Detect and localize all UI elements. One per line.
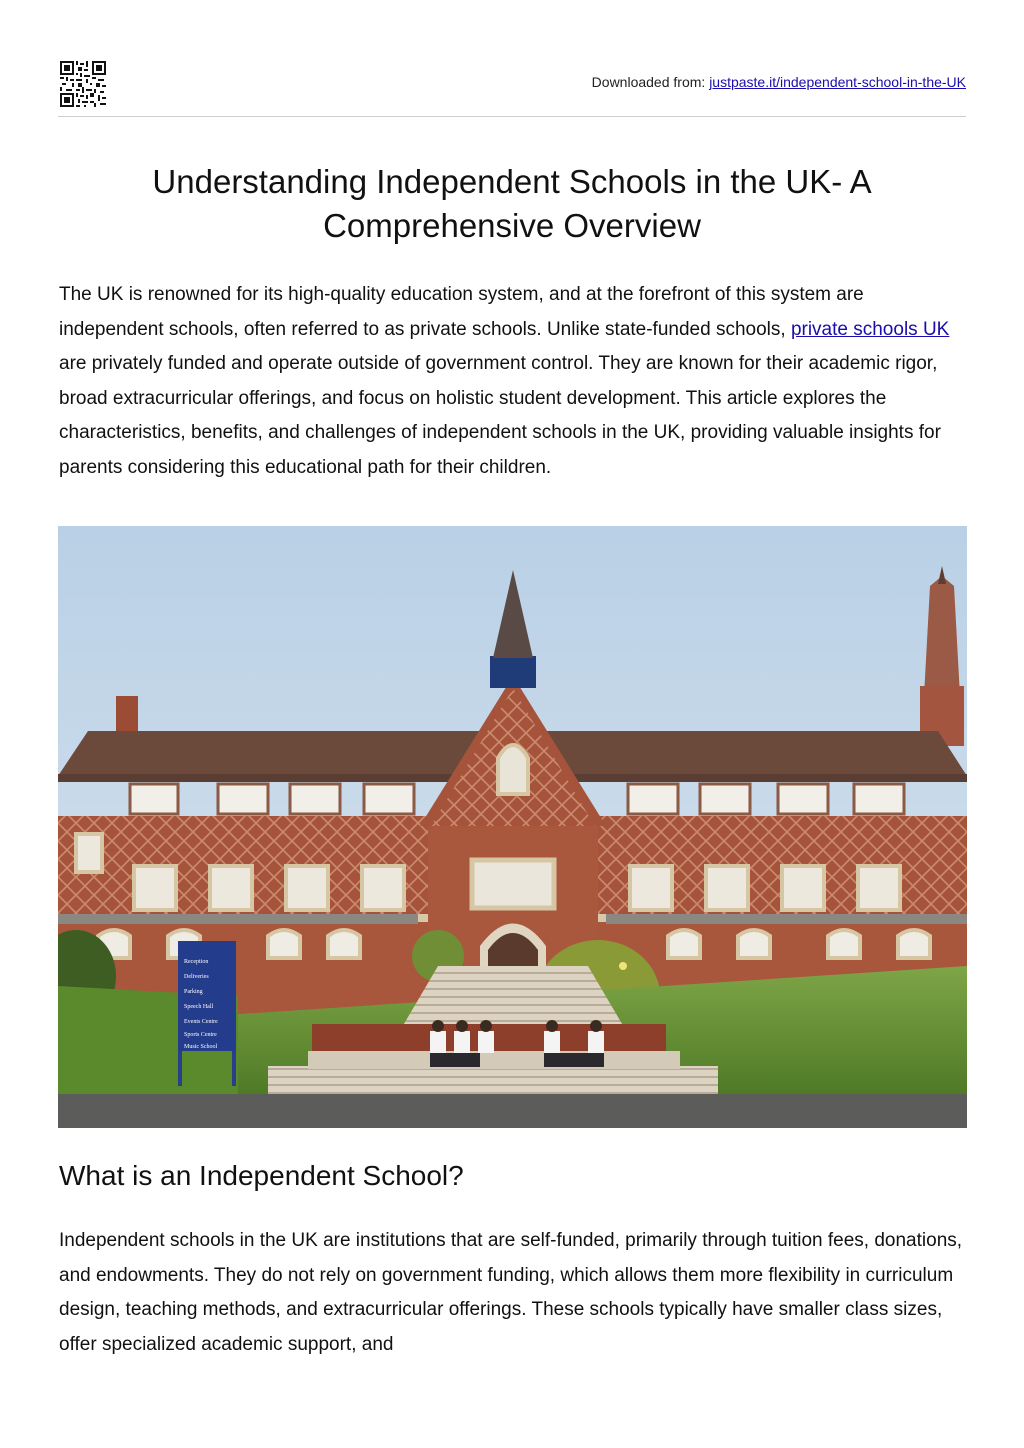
intro-paragraph: [59, 278, 969, 485]
downloaded-label: Downloaded from:: [591, 74, 706, 90]
school-building-photo: [58, 526, 967, 1128]
source-link[interactable]: justpaste.it/independent-school-in-the-UK: [709, 74, 966, 90]
signpost-label: Speech Hall: [184, 1004, 214, 1010]
private-schools-link[interactable]: private schools UK: [790, 318, 950, 340]
signpost-label: Parking: [184, 989, 203, 995]
header-divider: [58, 116, 966, 117]
signpost-label: Deliveries: [184, 974, 209, 980]
signpost-label: Events Centre: [184, 1019, 218, 1025]
signpost-label: Sports Centre: [184, 1032, 217, 1038]
intro-text-start: The UK is renowned for its high-quality education system, and at the forefront of this system are independent schools, often referred to as private schools. Unlike state-funded schools,: [59, 284, 864, 340]
qr-code-icon: [60, 61, 106, 107]
source-line: [592, 74, 966, 90]
section-heading: What is an Independent School?: [59, 1160, 464, 1191]
signpost-label: Music School: [184, 1044, 218, 1050]
intro-text-end: are privately funded and operate outside of government control. They are known for their academic rigor, broad extracurricular offerings, and focus on holistic student development. This article explores the characteristics, benefits, and challenges of independent schools in the UK, providing valuable insights for parents considering this educational path for their children.: [59, 353, 941, 478]
section-paragraph: Independent schools in the UK are institutions that are self-funded, primarily through tuition fees, donations, and endowments. They do not rely on government funding, which allows them more flexibility in curriculum design, teaching methods, and extracurricular offerings. These schools typically have smaller class sizes, offer specialized academic support, and: [59, 1230, 963, 1355]
article-title: Understanding Independent Schools in the UK- A Comprehensive Overview: [152, 163, 872, 244]
signpost-label: Reception: [184, 959, 209, 965]
